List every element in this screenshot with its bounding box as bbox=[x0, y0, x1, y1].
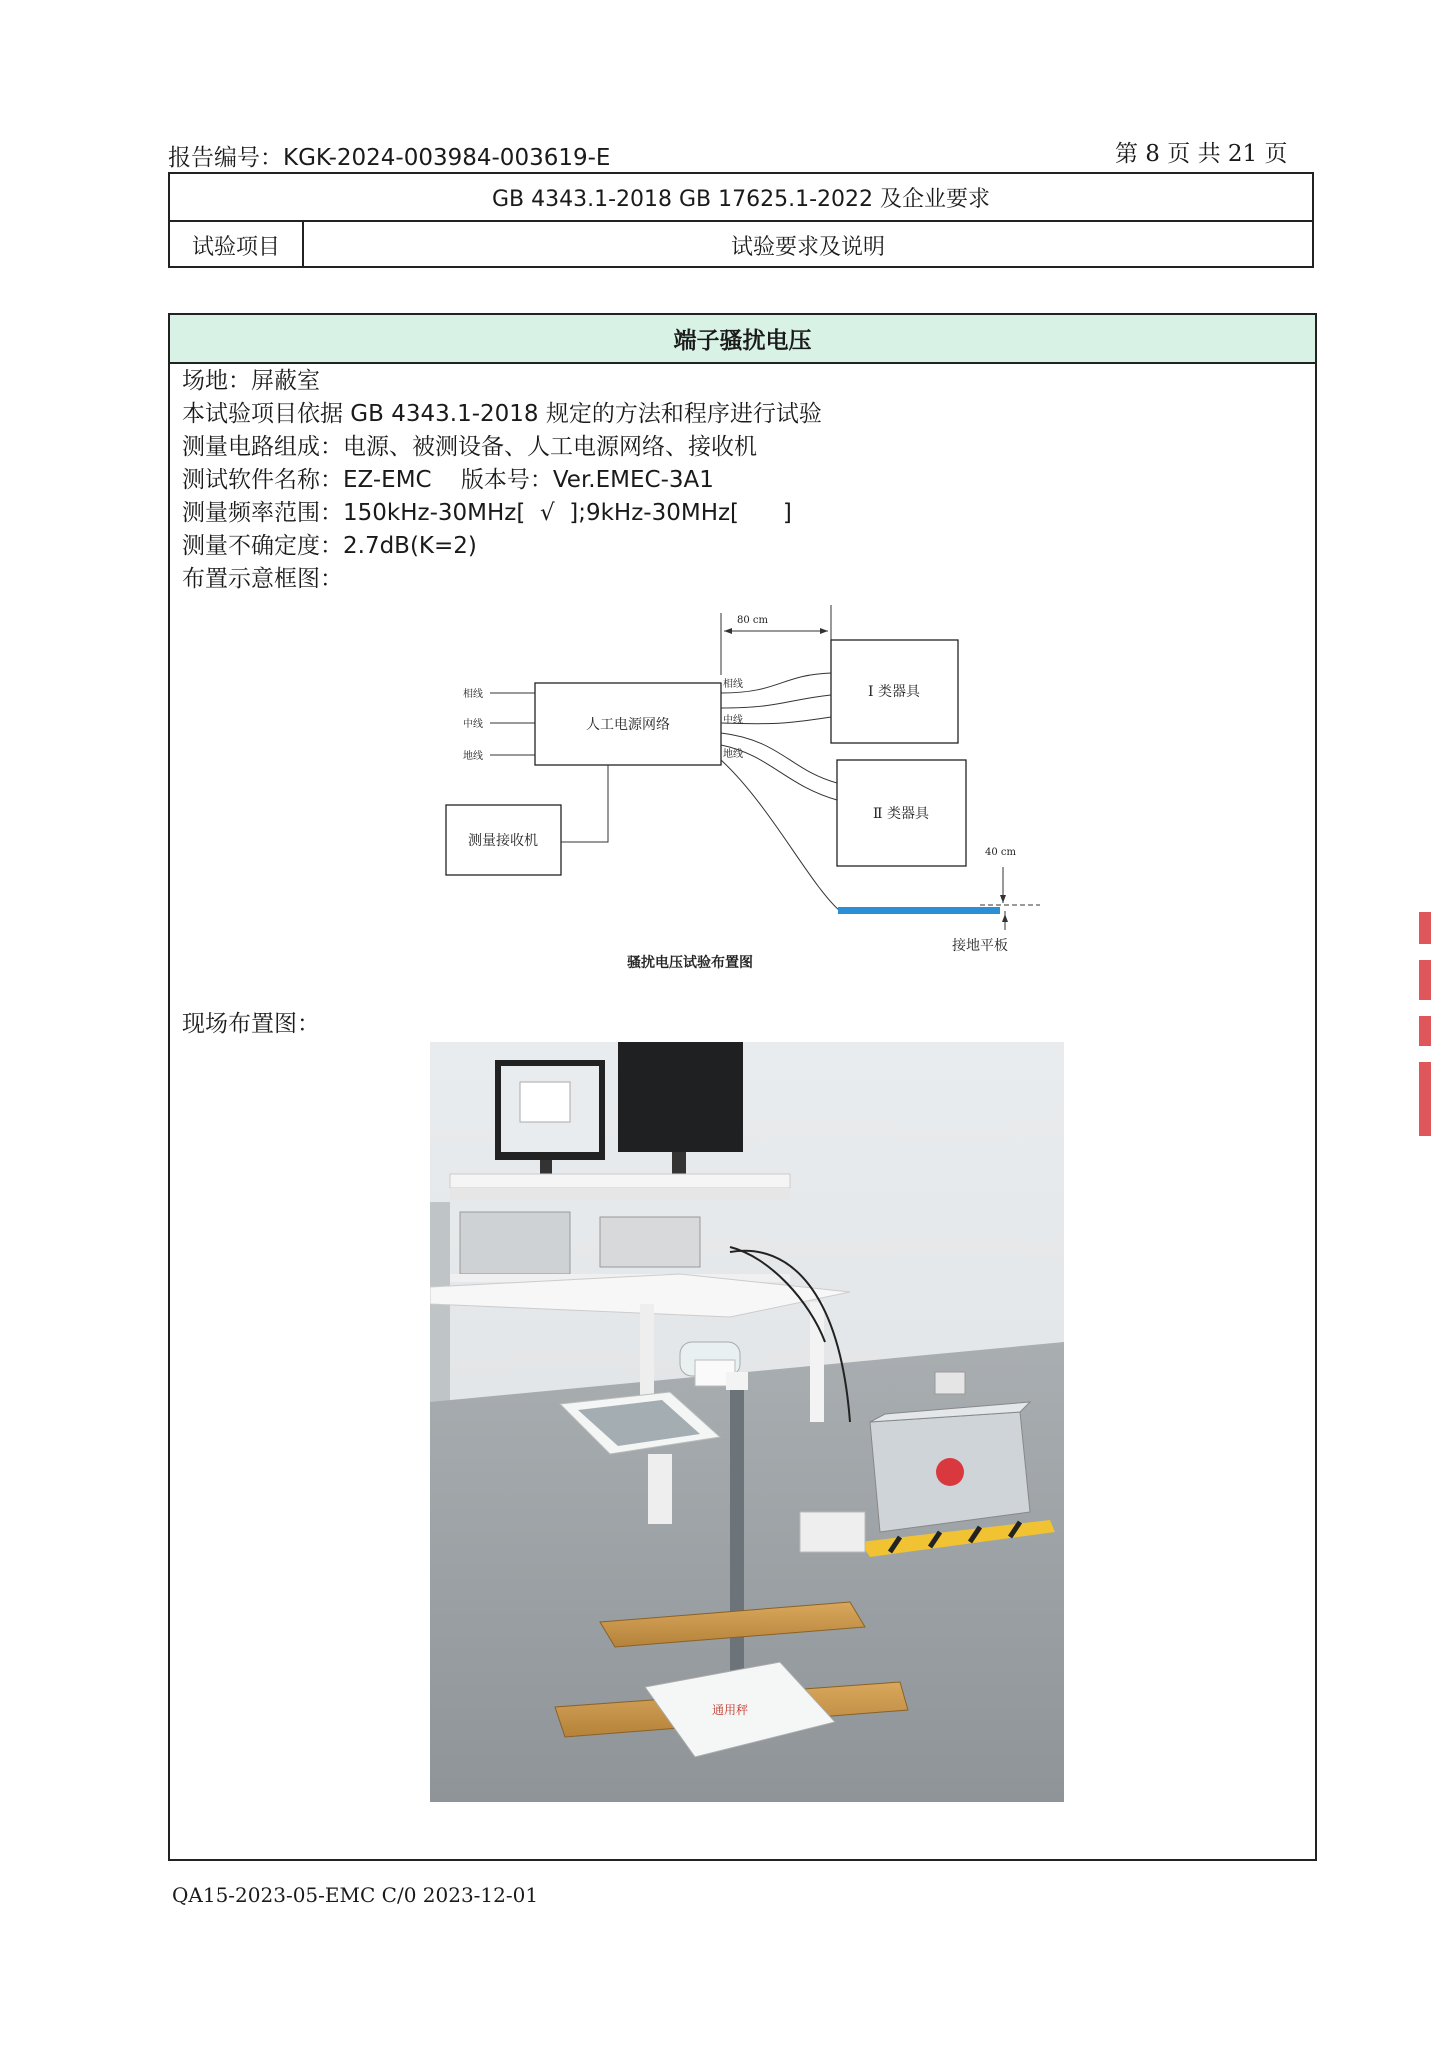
output-neutral-label: 中线 bbox=[723, 715, 743, 726]
site-line: 场地：屏蔽室 bbox=[182, 368, 320, 394]
output-phase-label: 相线 bbox=[723, 679, 743, 690]
dim-80-label: 80 cm bbox=[737, 615, 768, 626]
method-line: 本试验项目依据 GB 4343.1-2018 规定的方法和程序进行试验 bbox=[182, 401, 822, 427]
section-title: 端子骚扰电压 bbox=[170, 315, 1315, 364]
diagram-caption: 骚扰电压试验布置图 bbox=[627, 955, 753, 971]
frequency-line: 测量频率范围：150kHz-30MHz[ √ ];9kHz-30MHz[ ] bbox=[182, 500, 792, 526]
standards-row: GB 4343.1-2018 GB 17625.1-2022 及企业要求 bbox=[170, 174, 1312, 222]
circuit-line: 测量电路组成：电源、被测设备、人工电源网络、接收机 bbox=[182, 434, 757, 460]
footer-code: QA15-2023-05-EMC C/0 2023-12-01 bbox=[172, 1883, 539, 1907]
header-row bbox=[170, 222, 1312, 268]
uncertainty-line: 测量不确定度：2.7dB(K=2) bbox=[182, 533, 477, 559]
input-ground-label: 地线 bbox=[463, 751, 483, 762]
software-line: 测试软件名称：EZ-EMC 版本号：Ver.EMEC-3A1 bbox=[182, 467, 714, 493]
class2-label: Ⅱ 类器具 bbox=[873, 806, 929, 822]
report-number: 报告编号：KGK-2024-003984-003619-E bbox=[168, 145, 611, 171]
site-photo bbox=[430, 1042, 1064, 1802]
lisn-label: 人工电源网络 bbox=[586, 717, 670, 733]
seal-stamp bbox=[1415, 912, 1437, 1142]
dim-40-label: 40 cm bbox=[985, 847, 1016, 858]
test-item-header: 试验项目 bbox=[170, 222, 304, 268]
layout-diagram bbox=[440, 605, 1080, 975]
output-ground-label: 地线 bbox=[723, 749, 743, 760]
scale-logo-text: 通用秤 bbox=[711, 1703, 749, 1717]
class1-label: Ⅰ 类器具 bbox=[868, 684, 920, 700]
ground-plate bbox=[838, 907, 1000, 914]
section-description bbox=[182, 365, 822, 596]
input-neutral-label: 中线 bbox=[463, 719, 483, 730]
test-section bbox=[168, 313, 1317, 1861]
receiver-label: 测量接收机 bbox=[468, 833, 538, 849]
diagram-label: 布置示意框图： bbox=[182, 566, 343, 592]
page-info: 第 8 页 共 21 页 bbox=[1115, 141, 1288, 167]
input-phase-label: 相线 bbox=[463, 689, 483, 700]
field-layout-label: 现场布置图： bbox=[182, 1011, 320, 1037]
ground-plate-label: 接地平板 bbox=[952, 938, 1008, 954]
requirements-header: 试验要求及说明 bbox=[730, 234, 885, 260]
standards-table bbox=[168, 172, 1314, 268]
